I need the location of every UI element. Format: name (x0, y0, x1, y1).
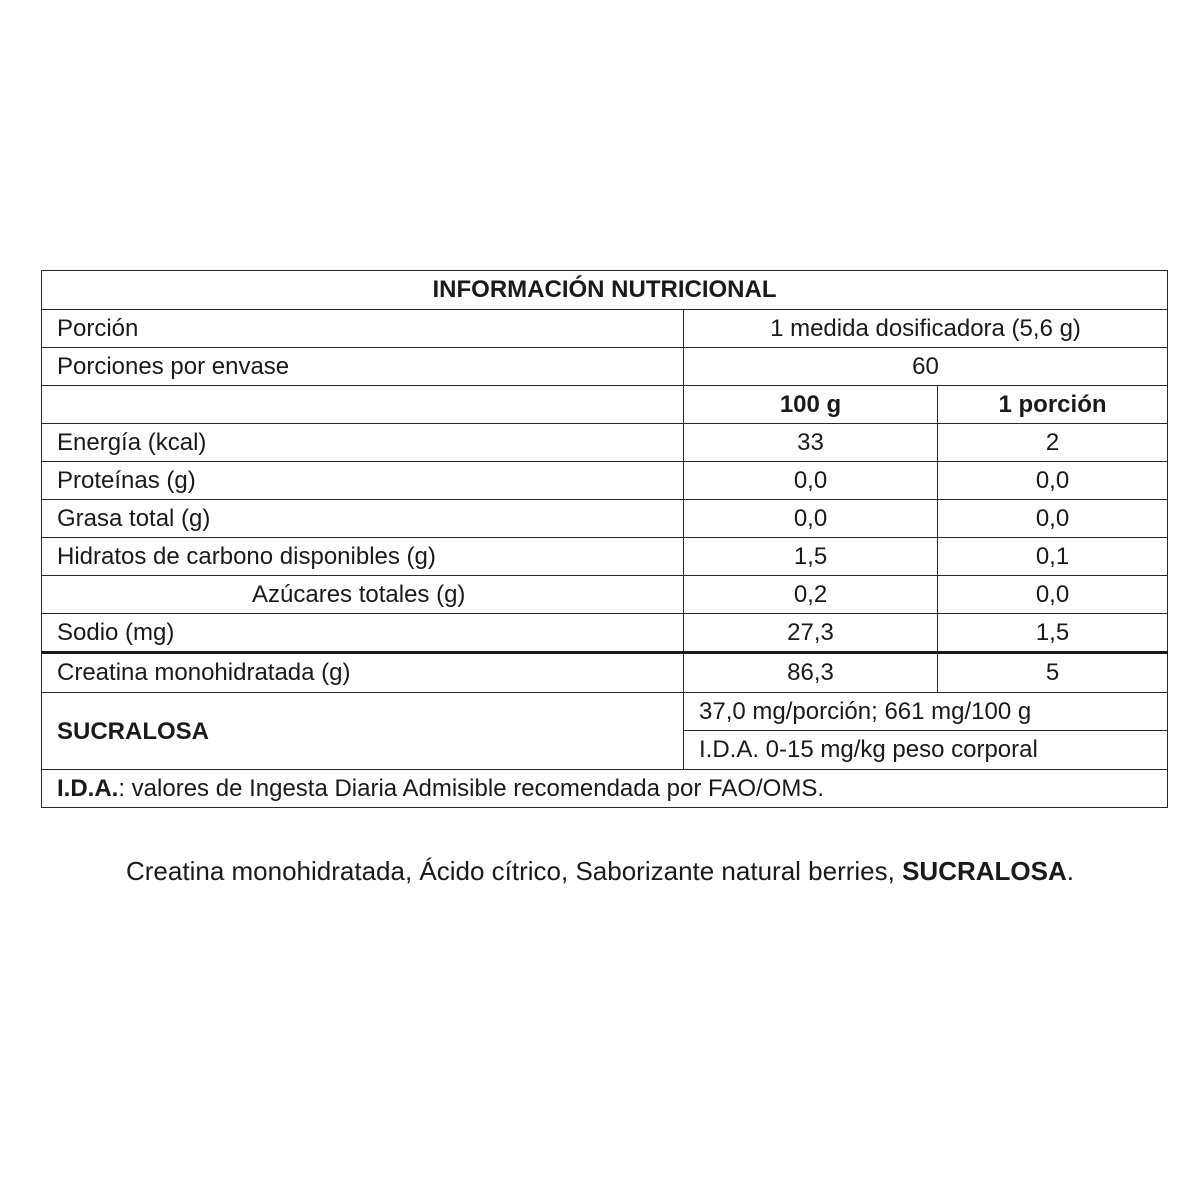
column-header-per100: 100 g (684, 386, 938, 424)
table-row (42, 576, 1168, 614)
nutrient-per100: 1,5 (684, 538, 938, 576)
nutrient-label: Hidratos de carbono disponibles (g) (42, 538, 684, 576)
table-row (42, 462, 1168, 500)
nutrient-per-portion: 2 (938, 424, 1168, 462)
sucralose-row (42, 693, 1168, 731)
nutrient-per-portion: 5 (938, 653, 1168, 693)
table-row (42, 614, 1168, 653)
nutrient-label: Grasa total (g) (42, 500, 684, 538)
nutrient-per100: 27,3 (684, 614, 938, 653)
portions-per-pack-row (42, 348, 1168, 386)
nutrient-per100: 0,2 (684, 576, 938, 614)
portion-row (42, 310, 1168, 348)
footnote-term: I.D.A. (57, 775, 119, 802)
nutrient-per-portion: 0,0 (938, 500, 1168, 538)
sucralose-amount: 37,0 mg/porción; 661 mg/100 g (684, 693, 1168, 731)
nutrition-facts-table (41, 270, 1168, 808)
portions-per-pack-label: Porciones por envase (42, 348, 684, 386)
nutrient-label: Proteínas (g) (42, 462, 684, 500)
ingredients-list (0, 853, 1200, 889)
table-row (42, 424, 1168, 462)
column-header-per-portion: 1 porción (938, 386, 1168, 424)
nutrient-label: Creatina monohidratada (g) (42, 653, 684, 693)
column-header-empty (42, 386, 684, 424)
table-row (42, 500, 1168, 538)
nutrient-per100: 33 (684, 424, 938, 462)
footnote-row (42, 770, 1168, 808)
nutrient-per100: 0,0 (684, 500, 938, 538)
ingredients-bold: SUCRALOSA (902, 856, 1067, 886)
nutrient-label: Azúcares totales (g) (42, 576, 684, 614)
nutrient-label: Energía (kcal) (42, 424, 684, 462)
nutrient-per100: 86,3 (684, 653, 938, 693)
table-row (42, 538, 1168, 576)
portions-per-pack-value: 60 (684, 348, 1168, 386)
nutrient-label: Sodio (mg) (42, 614, 684, 653)
nutrient-per-portion: 1,5 (938, 614, 1168, 653)
portion-label: Porción (42, 310, 684, 348)
nutrient-per-portion: 0,0 (938, 576, 1168, 614)
nutrient-per-portion: 0,1 (938, 538, 1168, 576)
table-title: INFORMACIÓN NUTRICIONAL (42, 271, 1168, 310)
column-header-row (42, 386, 1168, 424)
sucralose-ida: I.D.A. 0-15 mg/kg peso corporal (684, 731, 1168, 770)
footnote (42, 770, 1168, 808)
table-title-row (42, 271, 1168, 310)
sucralose-label: SUCRALOSA (42, 693, 684, 770)
nutrient-per-portion: 0,0 (938, 462, 1168, 500)
footnote-text: : valores de Ingesta Diaria Admisible recomendada por FAO/OMS. (118, 775, 825, 802)
nutrient-per100: 0,0 (684, 462, 938, 500)
ingredients-end: . (1066, 856, 1074, 886)
portion-value: 1 medida dosificadora (5,6 g) (684, 310, 1168, 348)
ingredients-text: Creatina monohidratada, Ácido cítrico, Saborizante natural berries, (126, 856, 903, 886)
table-row (42, 653, 1168, 693)
